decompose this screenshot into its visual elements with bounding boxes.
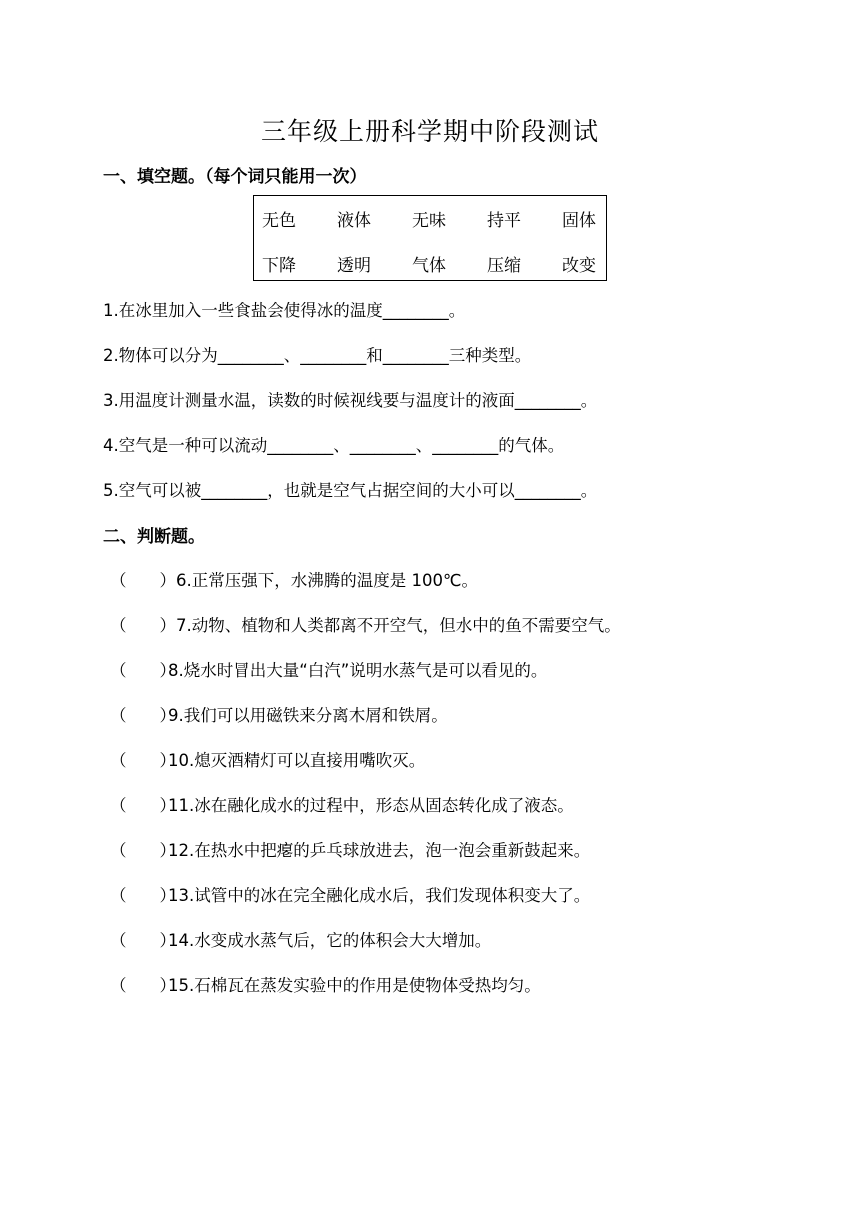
answer-parentheses: （ ） [110, 976, 176, 995]
question-text: 14.水变成水蒸气后，它的体积会大大增加。 [168, 931, 492, 950]
true-false-question [110, 747, 425, 771]
question-text: 11.冰在融化成水的过程中，形态从固态转化成了液态。 [168, 796, 574, 815]
word-bank-item: 无味 [412, 211, 446, 231]
fill-in-question: 1.在冰里加入一些食盐会使得冰的温度________。 [103, 301, 466, 320]
question-text: 8.烧水时冒出大量“白汽”说明水蒸气是可以看见的。 [168, 661, 548, 680]
fill-in-question: 5.空气可以被________，也就是空气占据空间的大小可以________。 [103, 481, 598, 500]
question-text: 10.熄灭酒精灯可以直接用嘴吹灭。 [168, 751, 426, 770]
section-heading-true-false: 二、判断题。 [103, 527, 205, 547]
word-bank-item: 固体 [562, 211, 596, 231]
fill-in-question: 2.物体可以分为________、________和________三种类型。 [103, 346, 532, 365]
word-bank-item: 压缩 [487, 256, 521, 276]
question-text: 12.在热水中把瘪的乒乓球放进去，泡一泡会重新鼓起来。 [168, 841, 591, 860]
true-false-question [110, 792, 574, 816]
word-bank-item: 下降 [262, 256, 296, 276]
question-text: 15.石棉瓦在蒸发实验中的作用是使物体受热均匀。 [168, 976, 541, 995]
question-text: 6.正常压强下，水沸腾的温度是 100℃。 [176, 571, 479, 590]
true-false-question [110, 882, 590, 906]
section-heading-fill-in: 一、填空题。（每个词只能用一次） [103, 167, 367, 187]
word-bank-item: 透明 [337, 256, 371, 276]
true-false-question [110, 567, 478, 591]
word-bank-row [254, 251, 606, 275]
question-text: 13.试管中的冰在完全融化成水后，我们发现体积变大了。 [168, 886, 591, 905]
word-bank-box [253, 195, 607, 281]
word-bank-row [254, 206, 606, 230]
word-bank-item: 改变 [562, 256, 596, 276]
answer-parentheses: （ ） [110, 751, 176, 770]
true-false-question [110, 657, 547, 681]
word-bank-item: 液体 [337, 211, 371, 231]
answer-parentheses: （ ） [110, 661, 176, 680]
question-text: 9.我们可以用磁铁来分离木屑和铁屑。 [168, 706, 448, 725]
answer-parentheses: （ ） [110, 706, 176, 725]
true-false-question [110, 612, 621, 636]
answer-parentheses: （ ） [110, 931, 176, 950]
true-false-question [110, 702, 448, 726]
page-title: 三年级上册科学期中阶段测试 [260, 117, 599, 146]
word-bank-item: 持平 [487, 211, 521, 231]
answer-parentheses: （ ） [110, 571, 176, 590]
true-false-question [110, 972, 541, 996]
fill-in-question: 4.空气是一种可以流动________、________、________的气体。 [103, 436, 565, 455]
true-false-question [110, 837, 590, 861]
answer-parentheses: （ ） [110, 796, 176, 815]
answer-parentheses: （ ） [110, 616, 176, 635]
word-bank-item: 无色 [262, 211, 296, 231]
question-text: 7.动物、植物和人类都离不开空气，但水中的鱼不需要空气。 [176, 616, 621, 635]
answer-parentheses: （ ） [110, 886, 176, 905]
fill-in-question: 3.用温度计测量水温，读数的时候视线要与温度计的液面________。 [103, 391, 598, 410]
answer-parentheses: （ ） [110, 841, 176, 860]
true-false-question [110, 927, 491, 951]
word-bank-item: 气体 [412, 256, 446, 276]
